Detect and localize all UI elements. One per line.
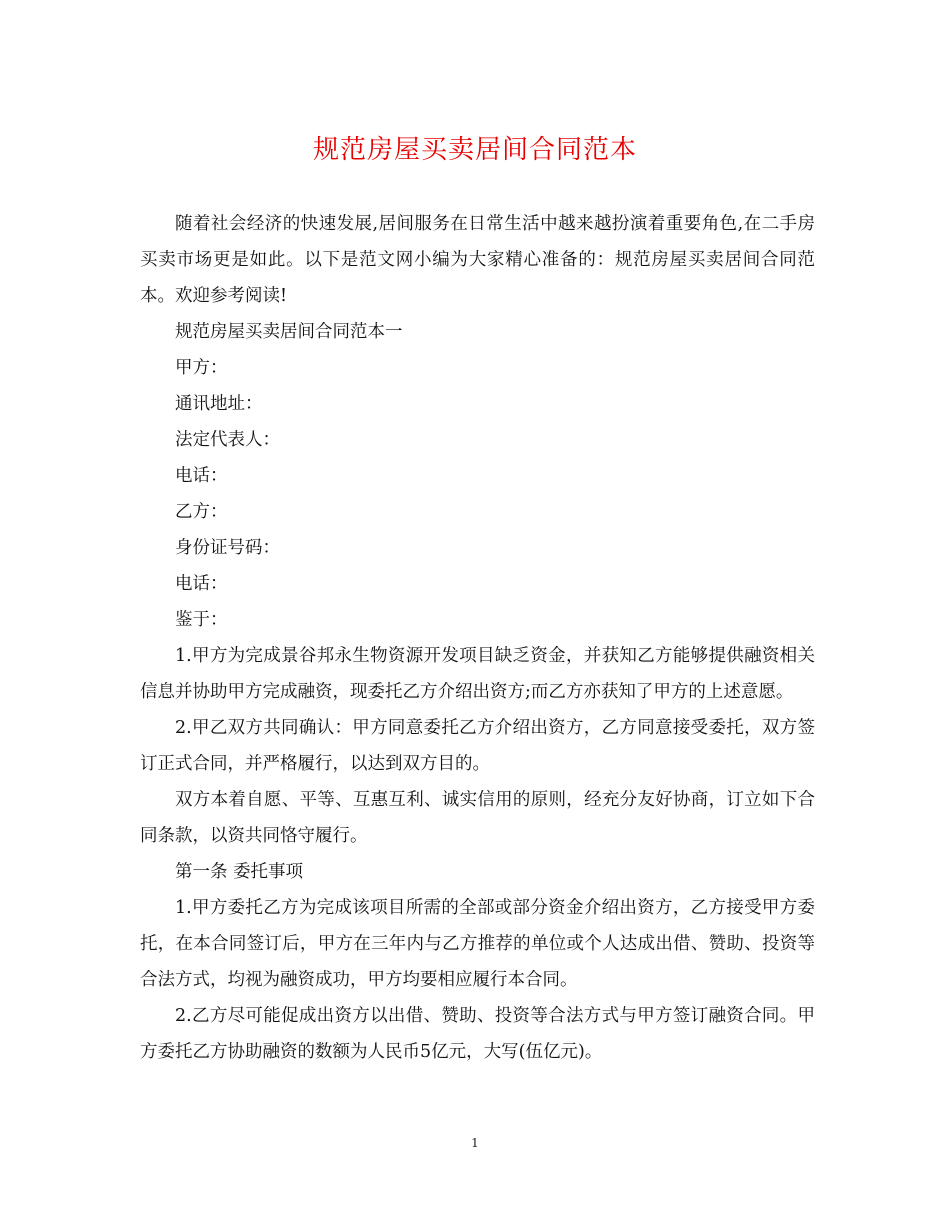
paragraph: 双方本着自愿、平等、互惠互利、诚实信用的原则，经充分友好协商，订立如下合同条款，以资共同恪守履行。 <box>140 790 815 846</box>
section-heading: 第一条 委托事项 <box>175 862 304 882</box>
paragraph: 甲方： <box>175 358 228 378</box>
paragraph: 法定代表人： <box>175 430 280 450</box>
page-number: 1 <box>471 1136 479 1150</box>
paragraph: 2.乙方尽可能促成出资方以出借、赞助、投资等合法方式与甲方签订融资合同。甲方委托乙方协助融资的数额为人民币5亿元，大写(伍亿元)。 <box>140 1006 815 1062</box>
paragraph: 随着社会经济的快速发展,居间服务在日常生活中越来越扮演着重要角色,在二手房买卖市场更是如此。以下是范文网小编为大家精心准备的：规范房屋买卖居间合同范本。欢迎参考阅读! <box>140 214 815 306</box>
paragraph: 规范房屋买卖居间合同范本一 <box>175 322 403 342</box>
paragraph: 鉴于： <box>175 610 228 630</box>
paragraph: 身份证号码： <box>175 538 280 558</box>
paragraph: 电话： <box>175 466 228 486</box>
document-title: 规范房屋买卖居间合同范本 <box>312 135 637 165</box>
paragraph: 1.甲方为完成景谷邦永生物资源开发项目缺乏资金，并获知乙方能够提供融资相关信息并协助甲方完成融资，现委托乙方介绍出资方;而乙方亦获知了甲方的上述意愿。 <box>140 646 815 702</box>
paragraph: 1.甲方委托乙方为完成该项目所需的全部或部分资金介绍出资方，乙方接受甲方委托，在本合同签订后，甲方在三年内与乙方推荐的单位或个人达成出借、赞助、投资等合法方式，均视为融资成功，甲方均要相应履行本合同。 <box>140 898 815 990</box>
paragraph: 电话： <box>175 574 228 594</box>
paragraph: 通讯地址： <box>175 394 263 414</box>
paragraph: 乙方： <box>175 502 228 522</box>
paragraph: 2.甲乙双方共同确认：甲方同意委托乙方介绍出资方，乙方同意接受委托，双方签订正式合同，并严格履行，以达到双方目的。 <box>140 718 815 774</box>
document-body <box>140 206 815 1070</box>
